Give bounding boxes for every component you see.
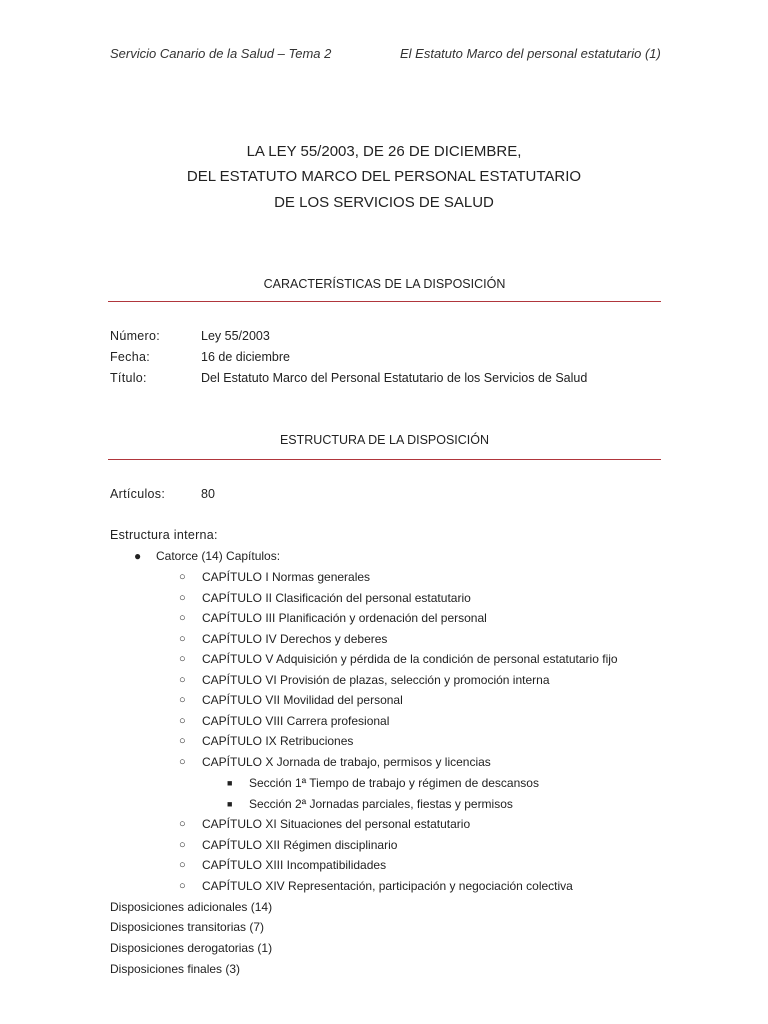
bullet-icon: ● bbox=[134, 549, 142, 563]
circle-bullet-icon: ○ bbox=[179, 715, 186, 727]
circle-bullet-icon: ○ bbox=[179, 592, 186, 604]
numero-label: Número: bbox=[110, 329, 161, 343]
articulos-value: 80 bbox=[201, 487, 215, 501]
list-item: CAPÍTULO XI Situaciones del personal estatutario bbox=[202, 817, 471, 831]
circle-bullet-icon: ○ bbox=[179, 633, 186, 645]
fecha-label: Fecha: bbox=[110, 350, 151, 364]
titulo-label: Título: bbox=[110, 371, 147, 385]
articulos-label: Artículos: bbox=[110, 487, 166, 501]
list-item: Disposiciones finales (3) bbox=[110, 962, 241, 976]
circle-bullet-icon: ○ bbox=[179, 694, 186, 706]
circle-bullet-icon: ○ bbox=[179, 571, 186, 583]
circle-bullet-icon: ○ bbox=[179, 839, 186, 851]
circle-bullet-icon: ○ bbox=[179, 756, 186, 768]
list-item: CAPÍTULO XIII Incompatibilidades bbox=[202, 858, 387, 872]
list-item: CAPÍTULO IX Retribuciones bbox=[202, 734, 354, 748]
circle-bullet-icon: ○ bbox=[179, 735, 186, 747]
document-title-line-2: DEL ESTATUTO MARCO DEL PERSONAL ESTATUTARIO bbox=[186, 168, 582, 185]
running-header-left: Servicio Canario de la Salud – Tema 2 bbox=[110, 46, 332, 61]
section-divider bbox=[108, 459, 661, 460]
capitulos-label: Catorce (14) Capítulos: bbox=[156, 549, 281, 563]
list-item: CAPÍTULO XIV Representación, participación y negociación colectiva bbox=[202, 879, 573, 893]
circle-bullet-icon: ○ bbox=[179, 653, 186, 665]
list-item: CAPÍTULO VI Provisión de plazas, selección y promoción interna bbox=[202, 673, 550, 687]
running-header-right: El Estatuto Marco del personal estatutario (1) bbox=[400, 46, 661, 61]
circle-bullet-icon: ○ bbox=[179, 818, 186, 830]
list-item: Sección 2ª Jornadas parciales, fiestas y permisos bbox=[249, 797, 513, 811]
list-item: CAPÍTULO XII Régimen disciplinario bbox=[202, 838, 398, 852]
list-item: CAPÍTULO VII Movilidad del personal bbox=[202, 693, 403, 707]
circle-bullet-icon: ○ bbox=[179, 612, 186, 624]
list-item: CAPÍTULO VIII Carrera profesional bbox=[202, 714, 390, 728]
section-heading-estructura: ESTRUCTURA DE LA DISPOSICIÓN bbox=[279, 433, 490, 447]
square-bullet-icon: ■ bbox=[227, 778, 233, 788]
list-item: CAPÍTULO X Jornada de trabajo, permisos y licencias bbox=[202, 755, 491, 769]
circle-bullet-icon: ○ bbox=[179, 880, 186, 892]
list-item: Disposiciones adicionales (14) bbox=[110, 900, 273, 914]
list-item: Disposiciones transitorias (7) bbox=[110, 920, 265, 934]
circle-bullet-icon: ○ bbox=[179, 674, 186, 686]
list-item: Sección 1ª Tiempo de trabajo y régimen de descansos bbox=[249, 776, 539, 790]
list-item: CAPÍTULO II Clasificación del personal estatutario bbox=[202, 591, 471, 605]
square-bullet-icon: ■ bbox=[227, 799, 233, 809]
list-item: CAPÍTULO V Adquisición y pérdida de la condición de personal estatutario fijo bbox=[202, 652, 618, 666]
numero-value: Ley 55/2003 bbox=[201, 329, 270, 343]
circle-bullet-icon: ○ bbox=[179, 859, 186, 871]
fecha-value: 16 de diciembre bbox=[201, 350, 290, 364]
document-title-line-3: DE LOS SERVICIOS DE SALUD bbox=[274, 194, 494, 211]
list-item: Disposiciones derogatorias (1) bbox=[110, 941, 273, 955]
section-heading-caracteristicas: CARACTERÍSTICAS DE LA DISPOSICIÓN bbox=[263, 277, 506, 291]
list-item: CAPÍTULO I Normas generales bbox=[202, 570, 371, 584]
list-item: CAPÍTULO IV Derechos y deberes bbox=[202, 632, 388, 646]
list-item: CAPÍTULO III Planificación y ordenación del personal bbox=[202, 611, 487, 625]
estructura-interna-label: Estructura interna: bbox=[110, 528, 218, 542]
section-divider bbox=[108, 301, 661, 302]
titulo-value: Del Estatuto Marco del Personal Estatutario de los Servicios de Salud bbox=[201, 371, 588, 385]
document-title-line-1: LA LEY 55/2003, DE 26 DE DICIEMBRE, bbox=[246, 143, 522, 160]
